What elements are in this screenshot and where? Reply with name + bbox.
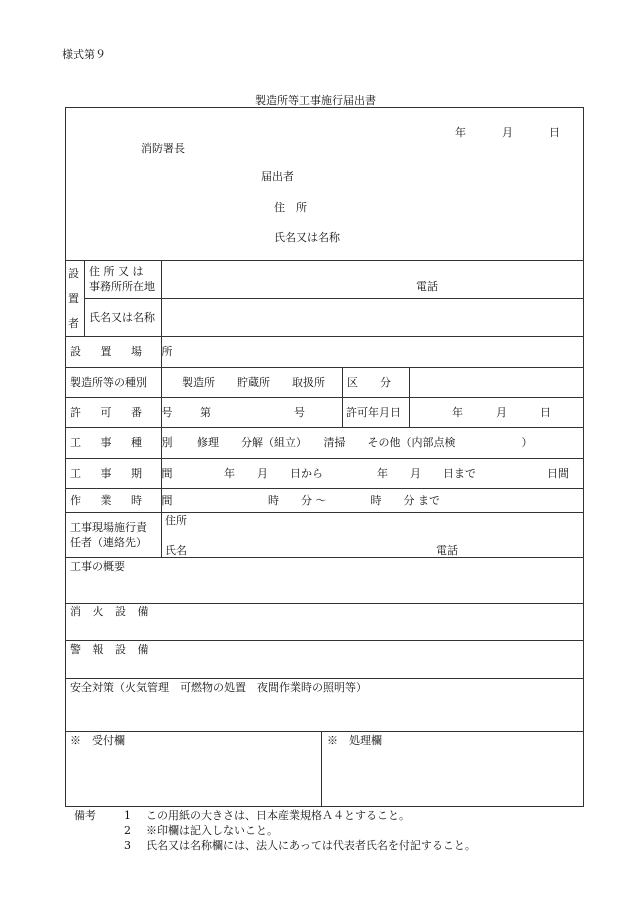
addressee: 消防署長 — [141, 142, 185, 155]
work-type-label: 工 事 種 別 — [70, 436, 181, 449]
supervisor-phone-label: 電話 — [436, 544, 458, 557]
supervisor-label-2: 任者（連絡先） — [70, 536, 147, 549]
installer-address-label-2: 事務所所在地 — [89, 280, 155, 293]
applicant-address-label: 住 所 — [274, 201, 307, 214]
supervisor-address-label: 住所 — [165, 514, 187, 527]
safety-label: 安全対策（火気管理 可燃物の処置 夜間作業時の照明等） — [70, 681, 367, 694]
fire-equipment-label: 消 火 設 備 — [70, 605, 153, 618]
installer-label-1: 設 — [68, 267, 79, 280]
header-month: 月 — [502, 126, 513, 139]
permit-date-label: 許可年月日 — [346, 406, 401, 419]
applicant-name-label: 氏名又は名称 — [274, 231, 340, 244]
work-period-to: 年 月 日まで — [377, 467, 476, 480]
installer-label-2: 置 — [68, 292, 79, 305]
permit-date-value: 年 月 日 — [452, 406, 551, 419]
note-2-text: ※印欄は記入しないこと。 — [146, 824, 278, 837]
note-3-text: 氏名又は名称欄には、法人にあっては代表者氏名を付記すること。 — [146, 839, 476, 852]
supervisor-name-label: 氏名 — [165, 544, 187, 557]
form-title: 製造所等工事施行届出書 — [255, 94, 376, 107]
location-label: 設 置 場 所 — [70, 345, 181, 358]
work-period-label: 工 事 期 間 — [70, 467, 181, 480]
work-type-value: 修理 分解（組立） 清掃 その他（内部点検 ） — [197, 436, 533, 449]
installer-address-label: 住 所 又 は — [89, 265, 144, 278]
form-number: 様式第９ — [62, 48, 106, 61]
alarm-equipment-label: 警 報 設 備 — [70, 643, 153, 656]
facility-type-options: 製造所 貯蔵所 取扱所 — [182, 376, 325, 389]
permit-go: 号 — [294, 406, 305, 419]
permit-dai: 第 — [200, 406, 211, 419]
work-hours-value: 時 分 ～ 時 分 まで — [268, 494, 440, 507]
applicant-label: 届出者 — [261, 170, 294, 183]
division-label: 区 分 — [347, 376, 391, 389]
permit-number-label: 許 可 番 号 — [70, 406, 181, 419]
note-1-num: 1 — [124, 809, 131, 822]
header-year: 年 — [455, 126, 466, 139]
installer-phone-label: 電話 — [416, 280, 438, 293]
overview-label: 工事の概要 — [70, 560, 125, 573]
supervisor-label-1: 工事現場施行責 — [70, 521, 147, 534]
note-3-num: 3 — [124, 839, 131, 852]
reception-label: ※ 受付欄 — [70, 734, 125, 747]
note-1-text: この用紙の大きさは、日本産業規格Ａ４とすること。 — [146, 809, 410, 822]
form-table — [65, 107, 584, 807]
installer-name-label: 氏名又は名称 — [89, 311, 155, 324]
work-period-from: 年 月 日から — [224, 467, 323, 480]
header-day: 日 — [549, 126, 560, 139]
work-period-days: 日間 — [547, 467, 569, 480]
work-hours-label: 作 業 時 間 — [70, 494, 181, 507]
facility-type-label: 製造所等の種別 — [70, 376, 147, 389]
notes-label: 備考 — [74, 809, 96, 822]
processing-label: ※ 処理欄 — [327, 734, 382, 747]
installer-label-3: 者 — [68, 317, 79, 330]
note-2-num: 2 — [124, 824, 131, 837]
